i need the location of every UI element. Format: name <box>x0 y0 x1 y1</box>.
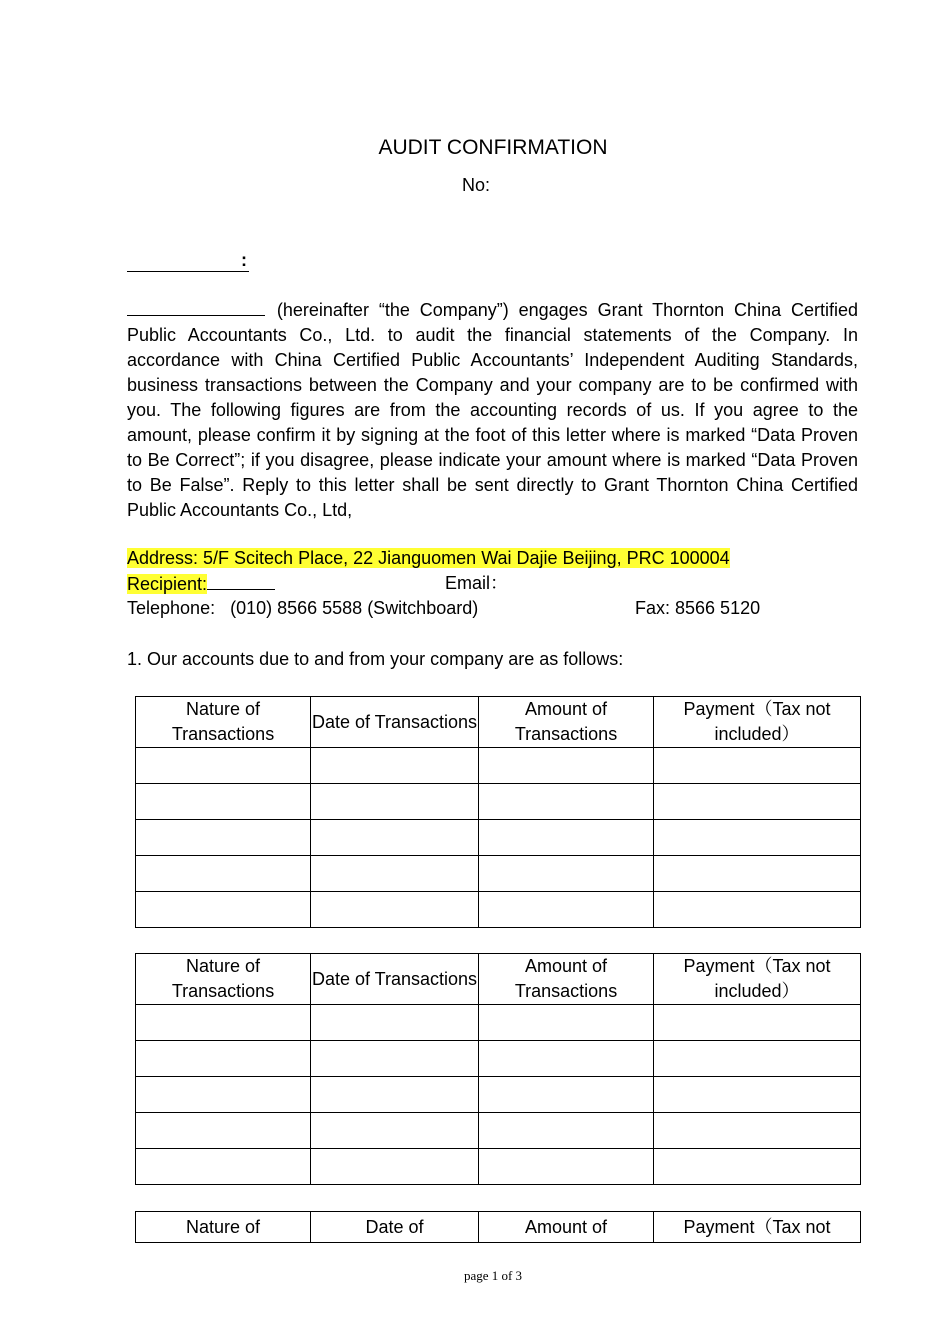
table-cell[interactable] <box>654 1005 861 1041</box>
table-cell[interactable] <box>311 1077 479 1113</box>
table-cell[interactable] <box>311 1005 479 1041</box>
table-cell[interactable] <box>136 856 311 892</box>
table-cell[interactable] <box>479 892 654 928</box>
header-nature: Nature of <box>136 1212 311 1243</box>
email-label: Email： <box>445 573 509 593</box>
table-cell[interactable] <box>479 784 654 820</box>
table-cell[interactable] <box>479 1005 654 1041</box>
table-cell[interactable] <box>136 820 311 856</box>
table-cell[interactable] <box>136 1149 311 1185</box>
table-cell[interactable] <box>654 820 861 856</box>
table-cell[interactable] <box>654 748 861 784</box>
table-cell[interactable] <box>136 784 311 820</box>
table-row <box>136 820 861 856</box>
table-header-row <box>136 954 861 1005</box>
table-cell[interactable] <box>654 1113 861 1149</box>
table-cell[interactable] <box>654 784 861 820</box>
table-cell[interactable] <box>311 1113 479 1149</box>
header-payment: Payment（Tax not included） <box>654 697 861 748</box>
table-row <box>136 856 861 892</box>
table-cell[interactable] <box>479 1077 654 1113</box>
header-date: Date of Transactions <box>311 954 479 1005</box>
header-payment: Payment（Tax not included） <box>654 954 861 1005</box>
table-cell[interactable] <box>479 820 654 856</box>
table-cell[interactable] <box>654 892 861 928</box>
table-header-row <box>136 1212 861 1243</box>
recipient-label: Recipient: <box>127 574 208 594</box>
accounts-intro: 1. Our accounts due to and from your company are as follows: <box>127 649 624 669</box>
table-cell[interactable] <box>311 820 479 856</box>
transactions-table-1 <box>135 696 861 928</box>
recipient-blank[interactable] <box>207 571 275 590</box>
table-cell[interactable] <box>136 1077 311 1113</box>
table-row <box>136 892 861 928</box>
table-cell[interactable] <box>654 1077 861 1113</box>
table-row <box>136 1077 861 1113</box>
addressee-colon: : <box>241 250 247 270</box>
table-cell[interactable] <box>311 1041 479 1077</box>
table-cell[interactable] <box>136 1005 311 1041</box>
recipient-line <box>127 571 509 597</box>
address-line <box>127 546 730 571</box>
fax-text: Fax: 8566 5120 <box>635 598 761 618</box>
table-row <box>136 748 861 784</box>
header-nature: Nature of Transactions <box>136 954 311 1005</box>
table-cell[interactable] <box>311 856 479 892</box>
table-row <box>136 1041 861 1077</box>
table-row <box>136 1149 861 1185</box>
transactions-table-3 <box>135 1211 861 1243</box>
page-number: page 1 of 3 <box>463 1268 523 1283</box>
header-date: Date of <box>311 1212 479 1243</box>
table-cell[interactable] <box>654 856 861 892</box>
confirmation-number-label: No: <box>461 175 490 195</box>
telephone-text: Telephone: (010) 8566 5588 (Switchboard) <box>127 598 479 618</box>
table-row <box>136 1113 861 1149</box>
table-cell[interactable] <box>311 892 479 928</box>
table-cell[interactable] <box>136 1113 311 1149</box>
table-cell[interactable] <box>311 748 479 784</box>
table-cell[interactable] <box>479 1149 654 1185</box>
table-cell[interactable] <box>479 748 654 784</box>
telephone-line <box>127 596 827 621</box>
table-cell[interactable] <box>479 1041 654 1077</box>
body-paragraph <box>127 297 858 523</box>
addressee-blank[interactable] <box>127 250 249 272</box>
table-row <box>136 784 861 820</box>
header-nature: Nature of Transactions <box>136 697 311 748</box>
document-title: AUDIT CONFIRMATION <box>378 136 608 159</box>
header-payment: Payment（Tax not <box>654 1212 861 1243</box>
table-cell[interactable] <box>479 1113 654 1149</box>
table-cell[interactable] <box>479 856 654 892</box>
transactions-table-2 <box>135 953 861 1185</box>
table-cell[interactable] <box>136 748 311 784</box>
table-cell[interactable] <box>654 1041 861 1077</box>
address-text: Address: 5/F Scitech Place, 22 Jianguomen Wai Dajie Beijing, PRC 100004 <box>127 548 730 568</box>
table-cell[interactable] <box>654 1149 861 1185</box>
table-row <box>136 1005 861 1041</box>
header-amount: Amount of <box>479 1212 654 1243</box>
company-name-blank[interactable] <box>127 297 265 316</box>
header-date: Date of Transactions <box>311 697 479 748</box>
table-cell[interactable] <box>136 892 311 928</box>
body-text: (hereinafter “the Company”) engages Grant Thornton China Certified Public Accountants Co., Ltd. to audit the financial statements of the Company. In accordance with China Certified Public Accountants’ Independent Auditing Standards, business transactions between the Company and your company are to be confirmed with you. The following figures are from the accounting records of us. If you agree to the amount, please confirm it by signing at the foot of this letter where is marked “Data Proven to Be Correct”; if you disagree, please indicate your amount where is marked “Data Proven to Be False”. Reply to this letter shall be sent directly to Grant Thornton China Certified Public Accountants Co., Ltd, <box>127 300 858 520</box>
table-cell[interactable] <box>311 1149 479 1185</box>
table-header-row <box>136 697 861 748</box>
table-cell[interactable] <box>311 784 479 820</box>
header-amount: Amount of Transactions <box>479 697 654 748</box>
header-amount: Amount of Transactions <box>479 954 654 1005</box>
table-cell[interactable] <box>136 1041 311 1077</box>
